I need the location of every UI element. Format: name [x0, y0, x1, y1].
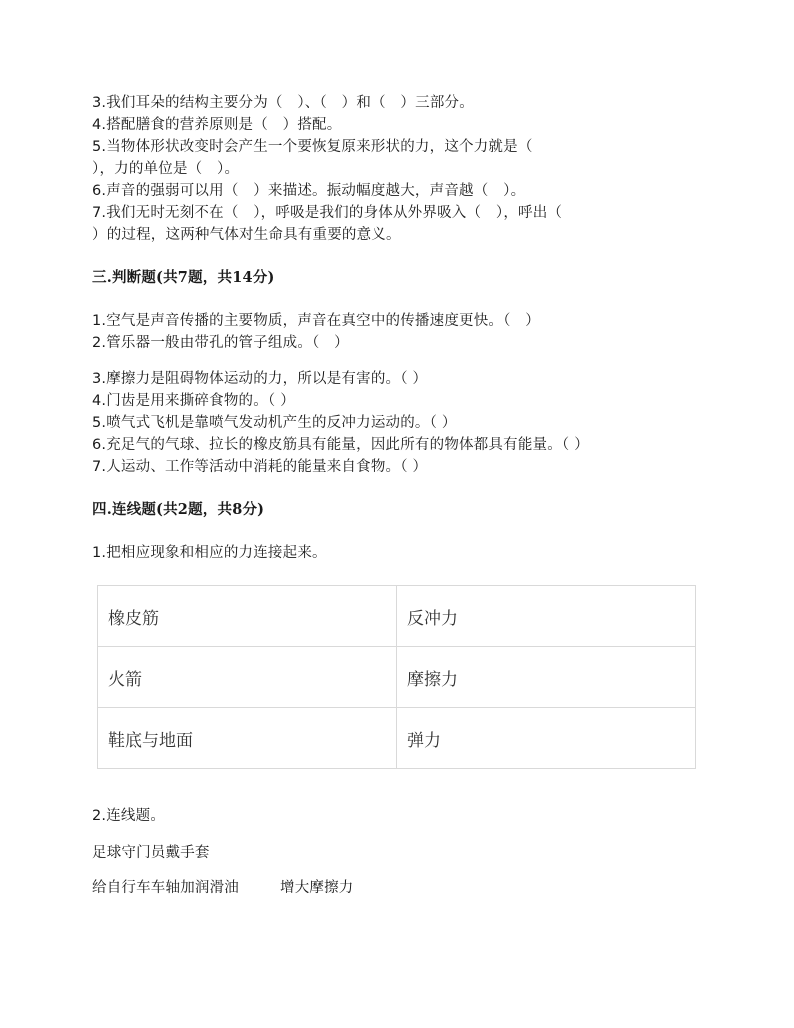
table-cell-phenomenon: 鞋底与地面: [98, 708, 397, 769]
table-cell-phenomenon: 橡皮筋: [98, 586, 397, 647]
table-cell-force: 弹力: [397, 708, 696, 769]
true-false-question-5: 5.喷气式飞机是靠喷气发动机产生的反冲力运动的。（ ）: [92, 415, 457, 431]
matching-question-1: 1.把相应现象和相应的力连接起来。: [92, 545, 327, 561]
fill-blank-question-5-line-2: ），力的单位是（ ）。: [92, 161, 240, 177]
section-4-heading: 四.连线题(共2题，共8分): [92, 501, 265, 518]
true-false-question-3: 3.摩擦力是阻碍物体运动的力，所以是有害的。（ ）: [92, 371, 428, 387]
matching-question-2: 2.连线题。: [92, 808, 166, 824]
matching-table: [97, 585, 696, 769]
fill-blank-question-7-line-1: 7.我们无时无刻不在（ ），呼吸是我们的身体从外界吸入（ ），呼出（: [92, 205, 563, 221]
table-row: [98, 586, 696, 647]
matching-item-increase-friction: 增大摩擦力: [280, 880, 354, 896]
table-cell-force: 摩擦力: [397, 647, 696, 708]
fill-blank-question-3: 3.我们耳朵的结构主要分为（ ）、（ ）和（ ）三部分。: [92, 95, 474, 111]
fill-blank-question-5-line-1: 5.当物体形状改变时会产生一个要恢复原来形状的力，这个力就是（: [92, 139, 533, 155]
true-false-question-4: 4.门齿是用来撕碎食物的。（ ）: [92, 393, 295, 409]
true-false-question-1: 1.空气是声音传播的主要物质，声音在真空中的传播速度更快。（ ）: [92, 313, 540, 329]
matching-item-goalkeeper: 足球守门员戴手套: [92, 845, 210, 861]
matching-item-bicycle: 给自行车车轴加润滑油: [92, 880, 239, 896]
table-row: [98, 647, 696, 708]
fill-blank-question-6: 6.声音的强弱可以用（ ）来描述。振动幅度越大，声音越（ ）。: [92, 183, 526, 199]
true-false-question-2: 2.管乐器一般由带孔的管子组成。（ ）: [92, 335, 349, 351]
fill-blank-question-4: 4.搭配膳食的营养原则是（ ）搭配。: [92, 117, 342, 133]
true-false-question-6: 6.充足气的气球、拉长的橡皮筋具有能量，因此所有的物体都具有能量。（ ）: [92, 437, 589, 453]
table-row: [98, 708, 696, 769]
true-false-question-7: 7.人运动、工作等活动中消耗的能量来自食物。（ ）: [92, 459, 428, 475]
fill-blank-question-7-line-2: ）的过程，这两种气体对生命具有重要的意义。: [92, 227, 401, 243]
section-3-heading: 三.判断题(共7题，共14分): [92, 269, 275, 286]
table-cell-phenomenon: 火箭: [98, 647, 397, 708]
table-cell-force: 反冲力: [397, 586, 696, 647]
